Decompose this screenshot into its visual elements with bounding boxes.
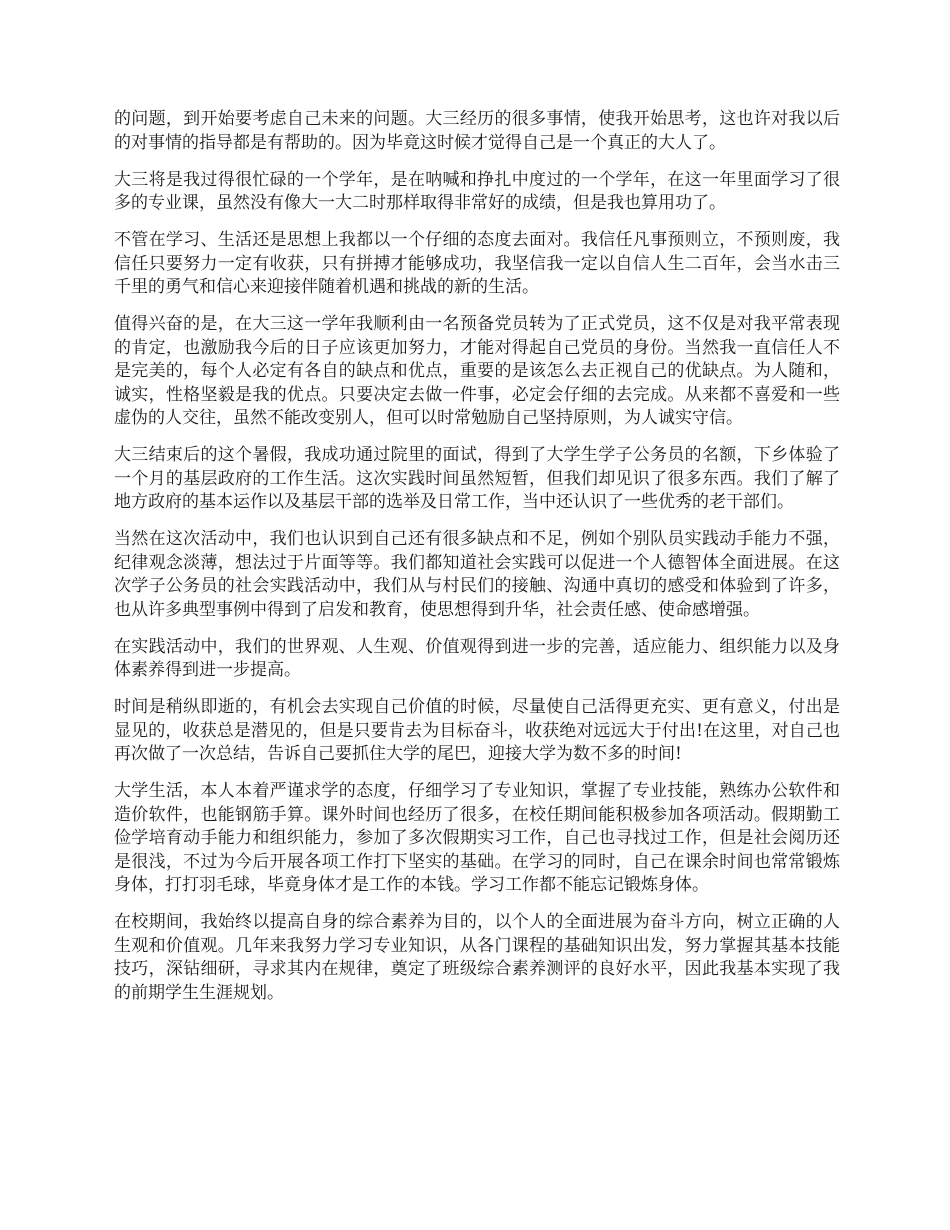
paragraph-5: 大三结束后的这个暑假，我成功通过院里的面试，得到了大学生学子公务员的名额，下乡体验了一个月的基层政府的工作生活。这次实践时间虽然短暂，但我们却见识了很多东西。我们了解了地方政府的基本运作以及基层干部的选举及日常工作，当中还认识了一些优秀的老干部们。 — [114, 445, 840, 512]
paragraph-10: 在校期间，我始终以提高自身的综合素养为目的，以个人的全面进展为奋斗方向，树立正确的人生观和价值观。几年来我努力学习专业知识，从各门课程的基础知识出发，努力掌握其基本技能技巧，深钻细研，寻求其内在规律，奠定了班级综合素养测评的良好水平，因此我基本实现了我的前期学生生涯规划。 — [114, 912, 840, 1003]
paragraph-9: 大学生活，本人本着严谨求学的态度，仔细学习了专业知识，掌握了专业技能，熟练办公软件和造价软件，也能钢筋手算。课外时间也经历了很多，在校任期间能积极参加各项活动。假期勤工俭学培育动手能力和组织能力，参加了多次假期实习工作，自己也寻找过工作，但是社会阅历还是很浅，不过为今后开展各项工作打下坚实的基础。在学习的同时，自己在课余时间也常常锻炼身体，打打羽毛球，毕竟身体才是工作的本钱。学习工作都不能忘记锻炼身体。 — [114, 781, 840, 895]
paragraph-1: 的问题，到开始要考虑自己未来的问题。大三经历的很多事情，使我开始思考，这也许对我以后的对事情的指导都是有帮助的。因为毕竟这时候才觉得自己是一个真正的大人了。 — [114, 109, 840, 153]
document-body — [114, 108, 840, 1019]
paragraph-2: 大三将是我过得很忙碌的一个学年，是在呐喊和挣扎中度过的一个学年，在这一年里面学习了很多的专业课，虽然没有像大一大二时那样取得非常好的成绩，但是我也算用功了。 — [114, 169, 840, 213]
paragraph-3: 不管在学习、生活还是思想上我都以一个仔细的态度去面对。我信任凡事预则立，不预则废，我信任只要努力一定有收获，只有拼搏才能够成功，我坚信我一定以自信人生二百年，会当水击三千里的勇气和信心来迎接伴随着机遇和挑战的新的生活。 — [114, 230, 840, 297]
paragraph-6: 当然在这次活动中，我们也认识到自己还有很多缺点和不足，例如个别队员实践动手能力不强，纪律观念淡薄，想法过于片面等等。我们都知道社会实践可以促进一个人德智体全面进展。在这次学子公务员的社会实践活动中，我们从与村民们的接触、沟通中真切的感受和体验到了许多，也从许多典型事例中得到了启发和教育，使思想得到升华，社会责任感、使命感增强。 — [114, 529, 840, 620]
paragraph-4: 值得兴奋的是，在大三这一学年我顺利由一名预备党员转为了正式党员，这不仅是对我平常表现的肯定，也激励我今后的日子应该更加努力，才能对得起自己党员的身份。当然我一直信任人不是完美的，每个人必定有各自的缺点和优点，重要的是该怎么去正视自己的优缺点。为人随和，诚实，性格坚毅是我的优点。只要决定去做一件事，必定会仔细的去完成。从来都不喜爱和一些虚伪的人交往，虽然不能改变别人，但可以时常勉励自己坚持原则，为人诚实守信。 — [114, 314, 840, 428]
paragraph-7: 在实践活动中，我们的世界观、人生观、价值观得到进一步的完善，适应能力、组织能力以及身体素养得到进一步提高。 — [114, 636, 840, 680]
paragraph-8: 时间是稍纵即逝的，有机会去实现自己价值的时候，尽量使自己活得更充实、更有意义，付出是显见的，收获总是潜见的，但是只要肯去为目标奋斗，收获绝对远远大于付出!在这里，对自己也再次做了一次总结，告诉自己要抓住大学的尾巴，迎接大学为数不多的时间! — [114, 697, 840, 764]
